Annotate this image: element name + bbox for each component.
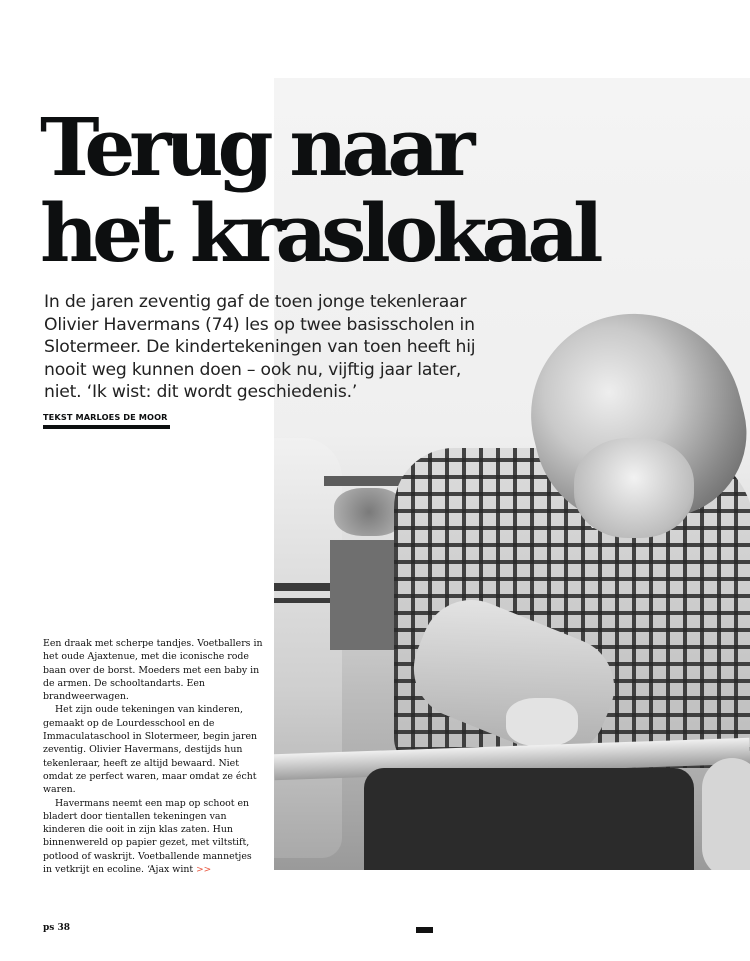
photo-face bbox=[574, 438, 694, 538]
continue-marker: >> bbox=[196, 865, 212, 876]
title-line-2: het kraslokaal bbox=[40, 186, 598, 280]
body-paragraph-text: Havermans neemt een map op schoot en bladert door tientallen tekeningen van kinderen die ooit in zijn klas zaten. Hun binnenwereld op papier gezet, met viltstift, potlood of waskrijt. Voetballende mannetjes in vetkrijt en ecoline. ‘Ajax wint bbox=[43, 797, 252, 876]
photo-hand-drawing bbox=[506, 698, 578, 746]
end-mark bbox=[416, 927, 433, 933]
article-body bbox=[43, 637, 263, 877]
title-line-1: Terug naar bbox=[40, 100, 470, 194]
body-paragraph-text: Het zijn oude tekeningen van kinderen, gemaakt op de Lourdesschool en de Immaculataschool in Slotermeer, begin jaren zeventig. Olivier Havermans, destijds hun tekenleraar, heeft ze altijd bewaard. Niet omdat ze perfect waren, maar omdat ze écht waren. bbox=[43, 704, 258, 796]
photo-knee bbox=[702, 758, 750, 870]
page-title bbox=[40, 100, 660, 280]
byline: TEKST MARLOES DE MOOR bbox=[43, 412, 170, 429]
photo-skirt bbox=[364, 768, 694, 870]
body-paragraph bbox=[43, 703, 263, 796]
page-number: ps 38 bbox=[43, 923, 71, 933]
body-paragraph: Een draak met scherpe tandjes. Voetballers in het oude Ajaxtenue, met die iconische rode baan over de borst. Moeders met een baby in de armen. De schooltandarts. Een brandweerwagen. bbox=[43, 638, 263, 703]
standfirst: In de jaren zeventig gaf de toen jonge tekenleraar Olivier Havermans (74) les op twee basisscholen in Slotermeer. De kindertekeningen van toen heeft hij nooit weg kunnen doen – ook nu, vijftig jaar later, niet. ‘Ik wist: dit wordt geschiedenis.’ bbox=[44, 292, 476, 402]
body-paragraph bbox=[43, 797, 263, 878]
